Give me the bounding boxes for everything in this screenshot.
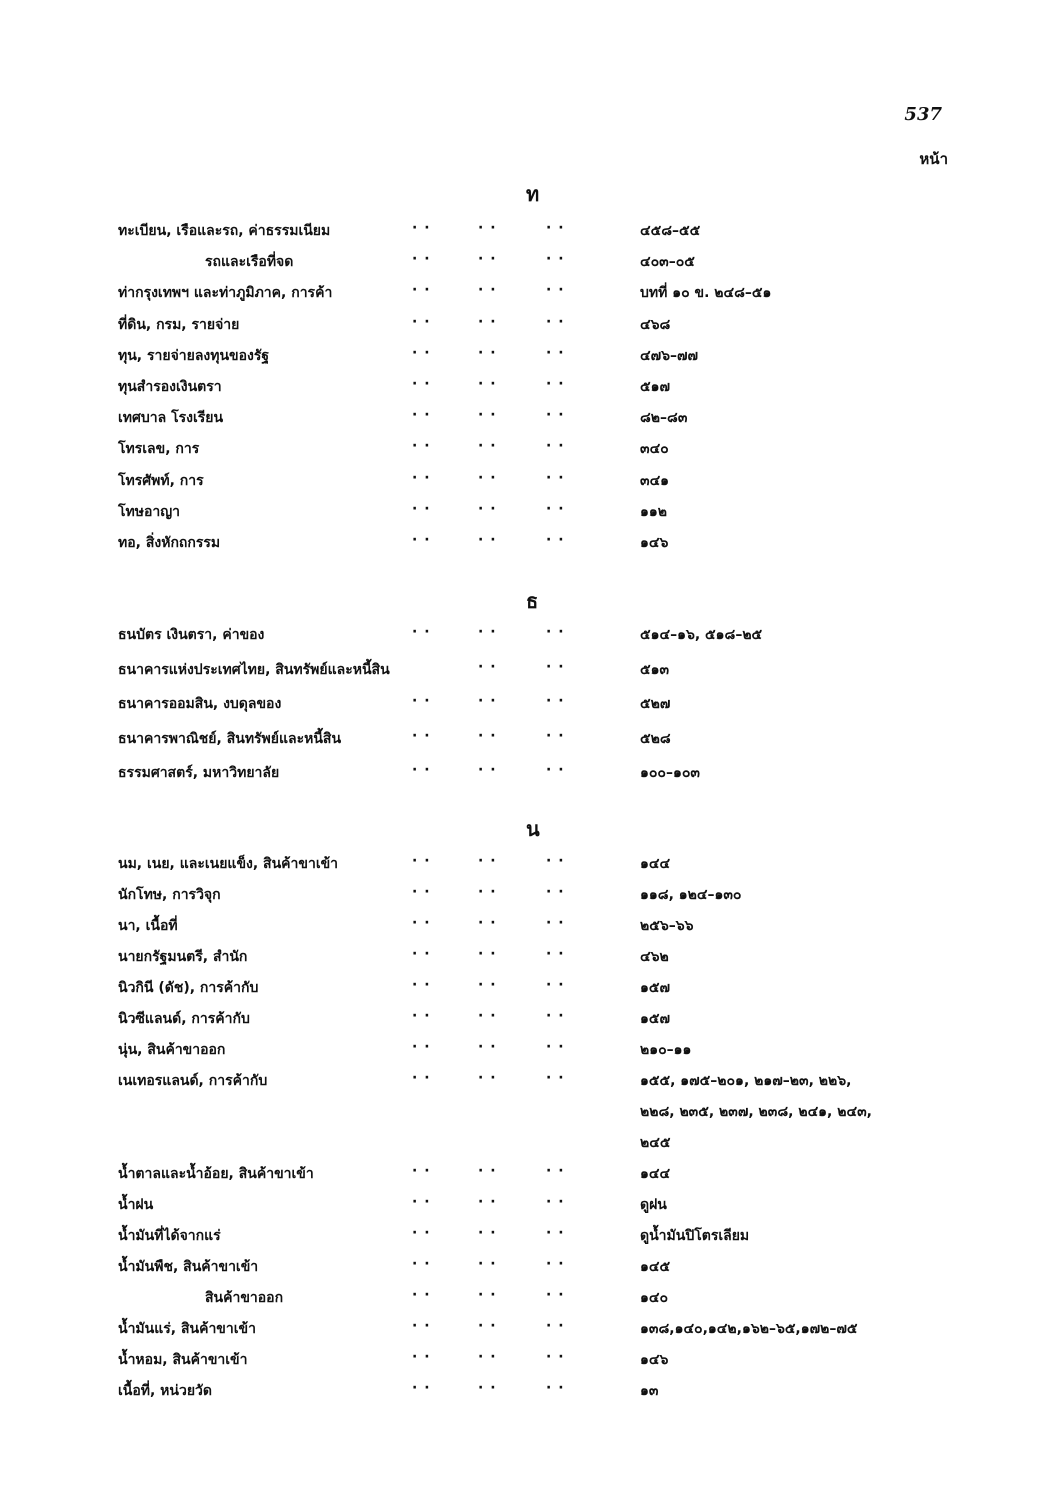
- index-entry: [0, 376, 1040, 404]
- entry-page-ref: ๒๔๕: [640, 1135, 671, 1151]
- entry-term: รถและเรือที่จด: [205, 254, 294, 271]
- entry-term: เนเทอรแลนด์, การค้ากับ: [118, 1073, 268, 1089]
- entry-page-ref: ๑๕๕, ๑๗๕–๒๐๑, ๒๑๗–๒๓, ๒๒๖,: [640, 1073, 852, 1089]
- index-entry: [0, 438, 1040, 466]
- entry-term: นา, เนื้อที่: [118, 918, 178, 934]
- entry-page-ref: ๘๒–๘๓: [640, 410, 688, 427]
- entry-page-ref: บทที่ ๑๐ ข. ๒๔๘–๕๑: [640, 285, 772, 302]
- leader-dots: · ·: [478, 1070, 497, 1086]
- leader-dots: · ·: [478, 469, 497, 486]
- leader-dots: · ·: [478, 407, 497, 424]
- index-entry: [0, 693, 1040, 721]
- leader-dots: · ·: [478, 884, 497, 900]
- leader-dots: · ·: [478, 251, 497, 268]
- entry-page-ref: ๒๒๘, ๒๓๕, ๒๓๗, ๒๓๘, ๒๔๑, ๒๔๓,: [640, 1104, 872, 1120]
- index-entry: [0, 977, 1040, 1005]
- index-entry: [0, 1101, 1040, 1129]
- leader-dots: · ·: [412, 624, 431, 640]
- leader-dots: · ·: [412, 344, 431, 361]
- leader-dots: · ·: [412, 977, 431, 993]
- leader-dots: · ·: [478, 946, 497, 962]
- leader-dots: · ·: [412, 1008, 431, 1024]
- leader-dots: · ·: [546, 693, 565, 709]
- index-entry: [0, 345, 1040, 373]
- index-entry: [0, 853, 1040, 881]
- entry-term: น้ำหอม, สินค้าขาเข้า: [118, 1352, 248, 1368]
- leader-dots: · ·: [546, 1287, 565, 1303]
- leader-dots: · ·: [412, 853, 431, 869]
- entry-page-ref: ๒๕๖–๖๖: [640, 918, 694, 934]
- entry-term: ทุนสำรองเงินตรา: [118, 379, 222, 395]
- leader-dots: · ·: [546, 251, 565, 268]
- entry-page-ref: ๑๔๖: [640, 1352, 669, 1368]
- leader-dots: · ·: [412, 1039, 431, 1055]
- entry-term: น้ำมันแร่, สินค้าขาเข้า: [118, 1321, 256, 1337]
- index-entry: [0, 1194, 1040, 1222]
- leader-dots: · ·: [546, 1039, 565, 1055]
- leader-dots: · ·: [546, 282, 565, 299]
- leader-dots: · ·: [478, 500, 497, 517]
- leader-dots: · ·: [478, 658, 497, 675]
- entry-term: นม, เนย, และเนยแข็ง, สินค้าขาเข้า: [118, 856, 339, 872]
- leader-dots: · ·: [546, 1380, 565, 1396]
- entry-term: ธนาคารพาณิชย์, สินทรัพย์และหนี้สิน: [118, 730, 342, 747]
- entry-term: ธนบัตร เงินตรา, ค่าของ: [118, 627, 265, 643]
- leader-dots: · ·: [546, 1163, 565, 1179]
- entry-term: ท่ากรุงเทพฯ และท่าภูมิภาค, การค้า: [118, 285, 333, 302]
- leader-dots: · ·: [412, 469, 431, 486]
- entry-term: โทรศัพท์, การ: [118, 472, 204, 489]
- leader-dots: · ·: [478, 1008, 497, 1024]
- entry-term: นุ่น, สินค้าขาออก: [118, 1042, 226, 1058]
- entry-page-ref: ๔๖๘: [640, 316, 671, 333]
- leader-dots: · ·: [412, 407, 431, 424]
- entry-page-ref: ดูฝน: [640, 1197, 667, 1213]
- entry-term: ทุน, รายจ่ายลงทุนของรัฐ: [118, 347, 270, 364]
- leader-dots: · ·: [412, 251, 431, 268]
- entry-term: นิวซีแลนด์, การค้ากับ: [118, 1011, 250, 1027]
- entry-page-ref: ๑๔๐: [640, 1290, 669, 1306]
- entry-page-ref: ๑๔๔: [640, 1166, 671, 1182]
- page-number: 537: [904, 104, 942, 125]
- leader-dots: · ·: [546, 884, 565, 900]
- leader-dots: · ·: [478, 1225, 497, 1241]
- entry-term: น้ำฝน: [118, 1197, 154, 1213]
- entry-page-ref: ๑๓๘,๑๔๐,๑๔๒,๑๖๒–๖๕,๑๗๒–๗๕: [640, 1321, 858, 1337]
- entry-term: ธนาคารออมสิน, งบดุลของ: [118, 696, 282, 712]
- entry-page-ref: ๔๕๘–๕๕: [640, 223, 701, 239]
- entry-page-ref: ๑๑๘, ๑๒๔–๑๓๐: [640, 887, 742, 903]
- entry-term: โทรเลข, การ: [118, 441, 200, 458]
- entry-page-ref: ดูน้ำมันปิโตรเลียม: [640, 1228, 750, 1244]
- leader-dots: · ·: [478, 220, 497, 236]
- leader-dots: · ·: [412, 1318, 431, 1334]
- leader-dots: · ·: [546, 1008, 565, 1024]
- entry-term: เทศบาล โรงเรียน: [118, 410, 224, 427]
- index-entry: [0, 915, 1040, 943]
- leader-dots: · ·: [412, 1380, 431, 1396]
- entry-term: น้ำมันที่ได้จากแร่: [118, 1228, 221, 1244]
- entry-page-ref: ๑๓: [640, 1383, 659, 1399]
- leader-dots: · ·: [478, 282, 497, 299]
- leader-dots: · ·: [546, 313, 565, 330]
- leader-dots: · ·: [546, 658, 565, 675]
- leader-dots: · ·: [478, 1194, 497, 1210]
- entry-term: เนื้อที่, หน่วยวัด: [118, 1383, 213, 1399]
- leader-dots: · ·: [412, 500, 431, 517]
- entry-page-ref: ๒๑๐–๑๑: [640, 1042, 692, 1058]
- index-entry: [0, 501, 1040, 529]
- leader-dots: · ·: [478, 853, 497, 869]
- entry-page-ref: ๕๒๘: [640, 730, 671, 747]
- leader-dots: · ·: [412, 1256, 431, 1272]
- leader-dots: · ·: [412, 282, 431, 299]
- leader-dots: · ·: [546, 407, 565, 424]
- index-entry: [0, 1008, 1040, 1036]
- leader-dots: · ·: [478, 727, 497, 744]
- index-entry: [0, 1163, 1040, 1191]
- leader-dots: · ·: [546, 1256, 565, 1272]
- entry-page-ref: ๑๔๔: [640, 856, 671, 872]
- leader-dots: · ·: [478, 1380, 497, 1396]
- leader-dots: · ·: [412, 313, 431, 330]
- leader-dots: · ·: [412, 762, 431, 778]
- entry-page-ref: ๑๔๖: [640, 535, 669, 551]
- entry-page-ref: ๔๖๒: [640, 949, 669, 965]
- entry-page-ref: ๕๑๗: [640, 379, 671, 395]
- entry-term: ที่ดิน, กรม, รายจ่าย: [118, 316, 240, 333]
- entry-term: โทษอาญา: [118, 503, 181, 520]
- leader-dots: · ·: [546, 1318, 565, 1334]
- entry-page-ref: ๑๕๗: [640, 980, 671, 996]
- leader-dots: · ·: [546, 762, 565, 778]
- entry-term: ทอ, สิ่งหักถกรรม: [118, 535, 221, 551]
- leader-dots: · ·: [412, 693, 431, 709]
- leader-dots: · ·: [546, 946, 565, 962]
- leader-dots: · ·: [478, 1256, 497, 1272]
- index-entry: [0, 407, 1040, 435]
- leader-dots: · ·: [546, 438, 565, 455]
- leader-dots: · ·: [412, 1349, 431, 1365]
- entry-page-ref: ๕๑๓: [640, 661, 670, 678]
- entry-page-ref: ๕๒๗: [640, 696, 671, 712]
- leader-dots: · ·: [546, 469, 565, 486]
- index-entry: [0, 1380, 1040, 1408]
- leader-dots: · ·: [546, 1349, 565, 1365]
- leader-dots: · ·: [412, 1225, 431, 1241]
- leader-dots: · ·: [478, 313, 497, 330]
- index-entry: [0, 1132, 1040, 1160]
- index-entry: [0, 220, 1040, 248]
- leader-dots: · ·: [412, 915, 431, 931]
- index-entry: [0, 251, 1040, 279]
- leader-dots: · ·: [412, 946, 431, 962]
- leader-dots: · ·: [478, 762, 497, 778]
- leader-dots: · ·: [546, 915, 565, 931]
- leader-dots: · ·: [546, 853, 565, 869]
- entry-term: ทะเบียน, เรือและรถ, ค่าธรรมเนียม: [118, 223, 331, 239]
- leader-dots: · ·: [478, 438, 497, 455]
- leader-dots: · ·: [478, 915, 497, 931]
- index-entry: [0, 728, 1040, 756]
- leader-dots: · ·: [546, 532, 565, 548]
- entry-page-ref: ๕๑๔–๑๖, ๕๑๘–๒๕: [640, 627, 763, 643]
- index-entry: [0, 314, 1040, 342]
- index-entry: [0, 282, 1040, 310]
- leader-dots: · ·: [478, 1349, 497, 1365]
- leader-dots: · ·: [546, 1194, 565, 1210]
- index-entry: [0, 532, 1040, 560]
- entry-page-ref: ๔๗๖–๗๗: [640, 347, 699, 364]
- leader-dots: · ·: [546, 624, 565, 640]
- index-entry: [0, 762, 1040, 790]
- index-entry: [0, 1070, 1040, 1098]
- index-entry: [0, 1287, 1040, 1315]
- section-letter: ธ: [526, 589, 539, 613]
- leader-dots: · ·: [546, 344, 565, 361]
- entry-page-ref: ๑๐๐–๑๐๓: [640, 765, 700, 781]
- leader-dots: · ·: [478, 977, 497, 993]
- leader-dots: · ·: [412, 438, 431, 455]
- leader-dots: · ·: [412, 1163, 431, 1179]
- leader-dots: · ·: [546, 1225, 565, 1241]
- leader-dots: · ·: [478, 376, 497, 392]
- section-letter: น: [526, 817, 540, 841]
- index-entry: [0, 659, 1040, 687]
- leader-dots: · ·: [478, 532, 497, 548]
- entry-page-ref: ๓๔๐: [640, 441, 669, 458]
- index-entry: [0, 624, 1040, 652]
- leader-dots: · ·: [412, 1287, 431, 1303]
- entry-term: นิวกินี (ดัช), การค้ากับ: [118, 980, 259, 996]
- entry-page-ref: ๑๕๗: [640, 1011, 671, 1027]
- leader-dots: · ·: [412, 1070, 431, 1086]
- entry-page-ref: ๑๑๒: [640, 503, 668, 520]
- leader-dots: · ·: [478, 1287, 497, 1303]
- page-column-label: หน้า: [919, 150, 948, 168]
- leader-dots: · ·: [478, 1163, 497, 1179]
- leader-dots: · ·: [546, 727, 565, 744]
- section-letter: ท: [526, 182, 540, 206]
- leader-dots: · ·: [546, 220, 565, 236]
- leader-dots: · ·: [478, 1318, 497, 1334]
- entry-term: น้ำมันพืช, สินค้าขาเข้า: [118, 1259, 259, 1275]
- entry-term: น้ำตาลและน้ำอ้อย, สินค้าขาเข้า: [118, 1166, 314, 1182]
- entry-term: สินค้าขาออก: [205, 1290, 284, 1306]
- leader-dots: · ·: [412, 220, 431, 236]
- entry-term: นักโทษ, การวิจุก: [118, 887, 221, 903]
- index-entry: [0, 1225, 1040, 1253]
- entry-term: ธนาคารแห่งประเทศไทย, สินทรัพย์และหนี้สิน: [118, 661, 390, 678]
- leader-dots: · ·: [546, 1070, 565, 1086]
- leader-dots: · ·: [412, 1194, 431, 1210]
- index-entry: [0, 884, 1040, 912]
- leader-dots: · ·: [478, 1039, 497, 1055]
- index-entry: [0, 1039, 1040, 1067]
- leader-dots: · ·: [412, 727, 431, 744]
- index-entry: [0, 1318, 1040, 1346]
- index-entry: [0, 470, 1040, 498]
- leader-dots: · ·: [412, 376, 431, 392]
- index-entry: [0, 1256, 1040, 1284]
- entry-page-ref: ๑๔๕: [640, 1259, 671, 1275]
- entry-term: นายกรัฐมนตรี, สำนัก: [118, 949, 248, 965]
- leader-dots: · ·: [546, 376, 565, 392]
- leader-dots: · ·: [478, 693, 497, 709]
- index-entry: [0, 1349, 1040, 1377]
- leader-dots: · ·: [478, 624, 497, 640]
- entry-term: ธรรมศาสตร์, มหาวิทยาลัย: [118, 765, 280, 781]
- leader-dots: · ·: [546, 500, 565, 517]
- leader-dots: · ·: [412, 884, 431, 900]
- leader-dots: · ·: [478, 344, 497, 361]
- entry-page-ref: ๓๔๑: [640, 472, 670, 489]
- leader-dots: · ·: [412, 532, 431, 548]
- entry-page-ref: ๔๐๓–๐๕: [640, 254, 695, 271]
- leader-dots: · ·: [546, 977, 565, 993]
- index-entry: [0, 946, 1040, 974]
